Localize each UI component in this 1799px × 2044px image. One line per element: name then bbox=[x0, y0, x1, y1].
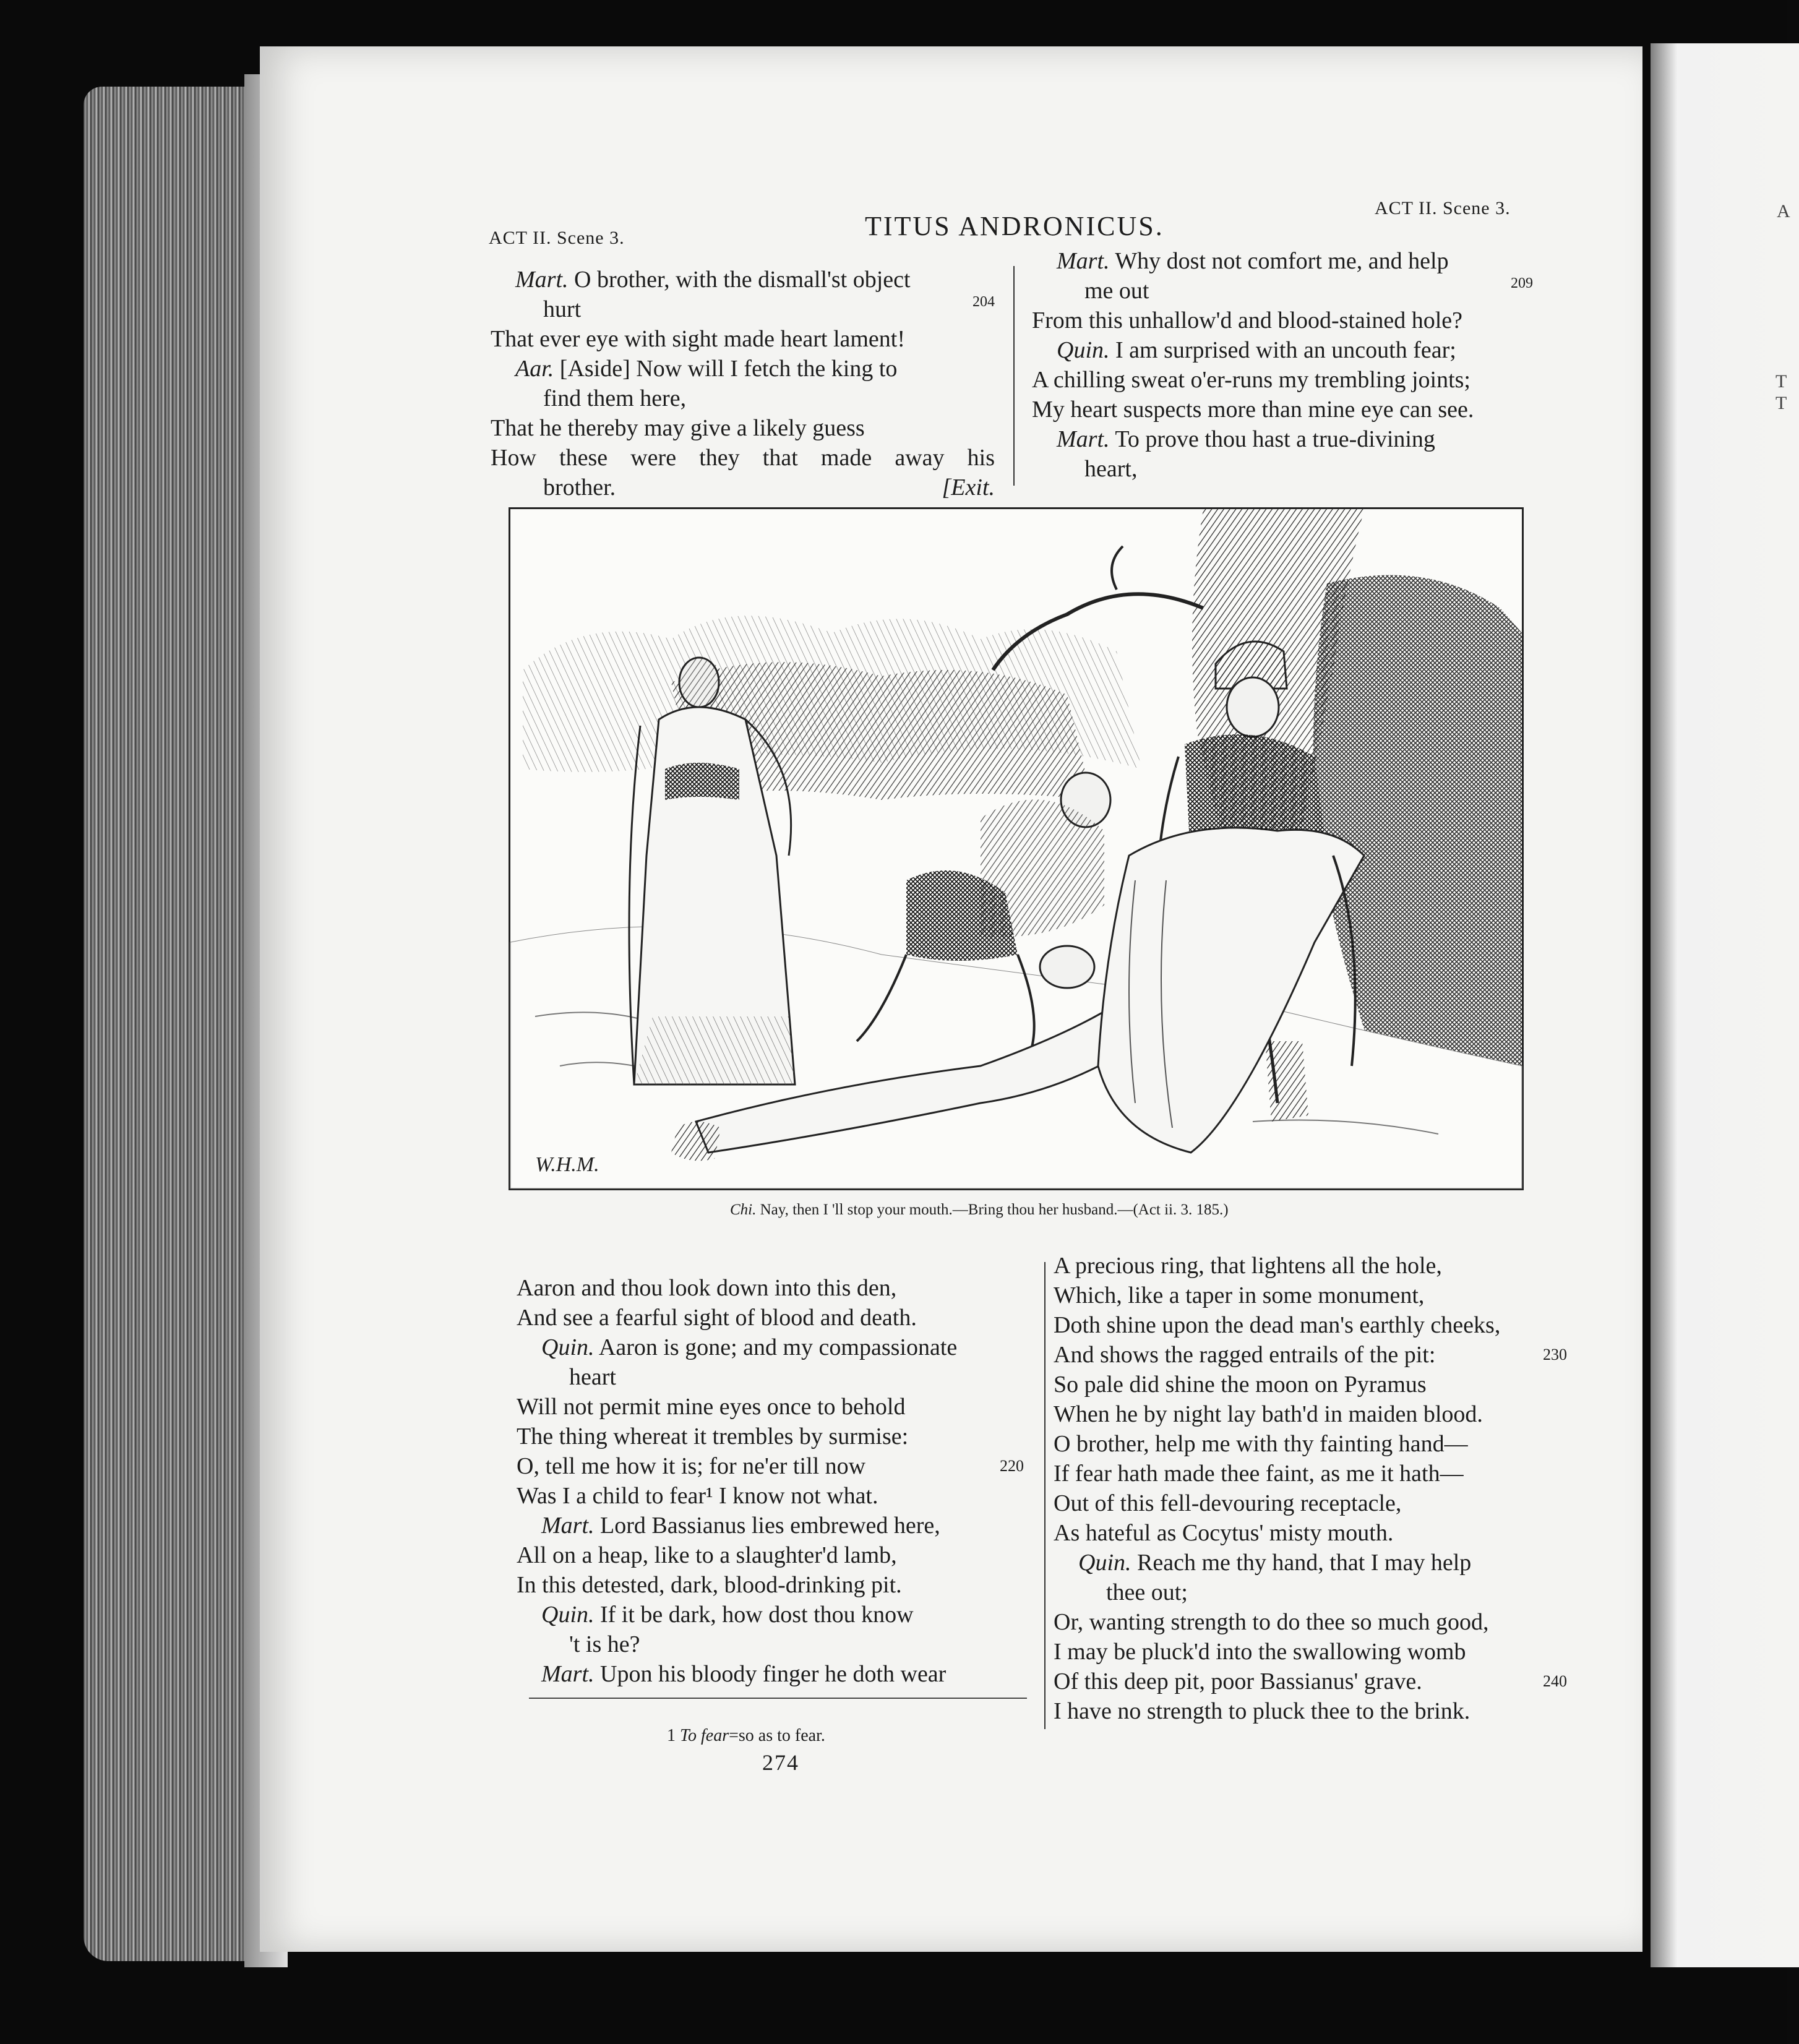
verse-line bbox=[1054, 1340, 1567, 1370]
running-head-title: TITUS ANDRONICUS. bbox=[865, 211, 1164, 241]
verse-line bbox=[517, 1630, 1024, 1659]
adjacent-page-fragment: T bbox=[1775, 371, 1787, 392]
line-number: 204 bbox=[972, 294, 995, 310]
verse-line bbox=[1054, 1429, 1567, 1459]
adjacent-page-fragment: A bbox=[1777, 201, 1790, 221]
verse-text: Doth shine upon the dead man's earthly cheeks, bbox=[1054, 1312, 1501, 1338]
verse-line bbox=[1054, 1399, 1567, 1429]
footnote bbox=[667, 1726, 825, 1746]
verse-text: Which, like a taper in some monument, bbox=[1054, 1282, 1425, 1308]
verse-line bbox=[517, 1273, 1024, 1303]
verse-text: And see a fearful sight of blood and death. bbox=[517, 1305, 917, 1331]
engraved-illustration bbox=[509, 507, 1524, 1190]
column-divider bbox=[1013, 266, 1015, 486]
verse-text: I may be pluck'd into the swallowing womb bbox=[1054, 1639, 1466, 1665]
caption-speaker: Chi. bbox=[730, 1201, 757, 1218]
verse-line bbox=[1032, 246, 1533, 276]
verse-text: Reach me thy hand, that I may help bbox=[1131, 1550, 1472, 1576]
verse-text: O brother, help me with thy fainting hand— bbox=[1054, 1431, 1468, 1457]
verse-text: brother. bbox=[543, 474, 616, 500]
verse-line bbox=[1032, 424, 1533, 454]
verse-line bbox=[517, 1511, 1024, 1540]
text-column-bottom-right bbox=[1054, 1251, 1567, 1726]
verse-text: My heart suspects more than mine eye can see. bbox=[1032, 397, 1474, 423]
speaker-name: Mart. bbox=[1057, 426, 1110, 452]
speaker-name: Mart. bbox=[541, 1513, 595, 1539]
verse-line bbox=[517, 1570, 1024, 1600]
verse-text: How these were they that made away his bbox=[491, 445, 995, 471]
verse-line bbox=[1032, 335, 1533, 365]
stage-direction: [Exit. bbox=[942, 474, 995, 500]
verse-line bbox=[517, 1481, 1024, 1511]
illustrator-signature: W.H.M. bbox=[535, 1153, 599, 1176]
verse-line bbox=[517, 1600, 1024, 1630]
verse-line bbox=[517, 1659, 1024, 1689]
verse-line bbox=[491, 384, 995, 413]
book-page-edges bbox=[84, 87, 254, 1961]
line-number: 240 bbox=[1543, 1672, 1567, 1690]
verse-text: Or, wanting strength to do thee so much good, bbox=[1054, 1609, 1489, 1635]
verse-line bbox=[1054, 1696, 1567, 1726]
line-number: 220 bbox=[1000, 1457, 1024, 1475]
footnote-term: To fear bbox=[680, 1726, 729, 1745]
verse-text: heart, bbox=[1084, 456, 1138, 482]
verse-line bbox=[491, 265, 995, 294]
verse-text: From this unhallow'd and blood-stained hole? bbox=[1032, 307, 1463, 333]
verse-line bbox=[517, 1422, 1024, 1451]
verse-text: Why dost not comfort me, and help bbox=[1109, 248, 1449, 274]
verse-text: To prove thou hast a true-divining bbox=[1109, 426, 1435, 452]
verse-text: Was I a child to fear¹ I know not what. bbox=[517, 1483, 878, 1509]
speaker-name: Mart. bbox=[515, 267, 569, 293]
verse-text: A chilling sweat o'er-runs my trembling joints; bbox=[1032, 367, 1471, 393]
verse-text: If fear hath made thee faint, as me it hath— bbox=[1054, 1461, 1464, 1487]
verse-text: Aaron is gone; and my compassionate bbox=[594, 1334, 958, 1360]
page-number: 274 bbox=[762, 1750, 799, 1775]
line-number: 230 bbox=[1543, 1346, 1567, 1363]
verse-text: find them here, bbox=[543, 385, 687, 411]
verse-line bbox=[1054, 1459, 1567, 1488]
verse-text: Will not permit mine eyes once to behold bbox=[517, 1394, 906, 1420]
speaker-name: Quin. bbox=[541, 1602, 595, 1628]
column-divider bbox=[1044, 1262, 1045, 1729]
illustration-drawing bbox=[510, 509, 1522, 1188]
verse-text: Lord Bassianus lies embrewed here, bbox=[594, 1513, 940, 1539]
verse-line bbox=[517, 1362, 1024, 1392]
speaker-name: Mart. bbox=[1057, 248, 1110, 274]
speaker-name: Mart. bbox=[541, 1661, 595, 1687]
text-column-bottom-left bbox=[517, 1273, 1024, 1689]
verse-text: O, tell me how it is; for ne'er till now bbox=[517, 1453, 866, 1479]
footnote-marker: 1 bbox=[667, 1726, 680, 1745]
verse-line bbox=[1032, 306, 1533, 335]
verse-line bbox=[1054, 1578, 1567, 1607]
verse-line bbox=[491, 413, 995, 443]
verse-line bbox=[1054, 1637, 1567, 1667]
verse-text: That ever eye with sight made heart lament! bbox=[491, 326, 906, 352]
verse-line bbox=[517, 1333, 1024, 1362]
verse-line bbox=[491, 473, 995, 502]
verse-line bbox=[491, 443, 995, 473]
verse-text: heart bbox=[569, 1364, 616, 1390]
verse-line bbox=[1054, 1370, 1567, 1399]
footnote-text: =so as to fear. bbox=[729, 1726, 825, 1745]
verse-text: I am surprised with an uncouth fear; bbox=[1109, 337, 1456, 363]
verse-line bbox=[1054, 1251, 1567, 1281]
verse-line bbox=[1032, 365, 1533, 395]
verse-line bbox=[1032, 276, 1533, 306]
verse-text: Out of this fell-devouring receptacle, bbox=[1054, 1490, 1402, 1516]
verse-text: When he by night lay bath'd in maiden blood. bbox=[1054, 1401, 1483, 1427]
running-head-left: ACT II. Scene 3. bbox=[489, 228, 625, 248]
verse-line bbox=[1054, 1548, 1567, 1578]
verse-text: And shows the ragged entrails of the pit: bbox=[1054, 1342, 1436, 1368]
adjacent-page bbox=[1651, 43, 1799, 1967]
verse-line bbox=[491, 354, 995, 384]
verse-line bbox=[1054, 1488, 1567, 1518]
verse-text: Of this deep pit, poor Bassianus' grave. bbox=[1054, 1668, 1422, 1694]
verse-line bbox=[517, 1451, 1024, 1481]
speaker-name: Quin. bbox=[1078, 1550, 1131, 1576]
verse-line bbox=[1054, 1281, 1567, 1310]
running-head-right: ACT II. Scene 3. bbox=[1375, 198, 1511, 218]
verse-text: If it be dark, how dost thou know bbox=[594, 1602, 914, 1628]
verse-text: So pale did shine the moon on Pyramus bbox=[1054, 1372, 1427, 1398]
verse-line bbox=[1054, 1310, 1567, 1340]
verse-text: thee out; bbox=[1106, 1579, 1188, 1605]
verse-line bbox=[1054, 1667, 1567, 1696]
verse-line bbox=[491, 294, 995, 324]
verse-line bbox=[517, 1303, 1024, 1333]
verse-line bbox=[517, 1392, 1024, 1422]
caption-text: Nay, then I 'll stop your mouth.—Bring thou her husband.—(Act ii. 3. 185.) bbox=[756, 1201, 1229, 1218]
verse-text: Upon his bloody finger he doth wear bbox=[594, 1661, 947, 1687]
verse-text: me out bbox=[1084, 278, 1149, 304]
line-number: 209 bbox=[1511, 275, 1533, 291]
verse-text: O brother, with the dismall'st object bbox=[568, 267, 911, 293]
verse-line bbox=[517, 1540, 1024, 1570]
verse-line bbox=[1054, 1518, 1567, 1548]
illustration-caption bbox=[730, 1201, 1229, 1219]
verse-line bbox=[491, 324, 995, 354]
text-column-top-right bbox=[1032, 246, 1533, 484]
verse-text: [Aside] Now will I fetch the king to bbox=[554, 356, 898, 382]
verse-text: In this detested, dark, blood-drinking pit. bbox=[517, 1572, 902, 1598]
verse-text: That he thereby may give a likely guess bbox=[491, 415, 865, 441]
verse-line bbox=[1032, 454, 1533, 484]
speaker-name: Aar. bbox=[515, 356, 554, 382]
speaker-name: Quin. bbox=[541, 1334, 595, 1360]
speaker-name: Quin. bbox=[1057, 337, 1110, 363]
adjacent-page-fragment: T bbox=[1775, 393, 1787, 413]
verse-text: Aaron and thou look down into this den, bbox=[517, 1275, 897, 1301]
verse-text: I have no strength to pluck thee to the brink. bbox=[1054, 1698, 1471, 1724]
verse-text: 't is he? bbox=[569, 1631, 640, 1657]
verse-line bbox=[1054, 1607, 1567, 1637]
verse-text: All on a heap, like to a slaughter'd lamb, bbox=[517, 1542, 897, 1568]
text-column-top-left bbox=[491, 265, 995, 502]
verse-text: A precious ring, that lightens all the hole, bbox=[1054, 1253, 1442, 1279]
verse-line bbox=[1032, 395, 1533, 424]
footnote-rule bbox=[529, 1698, 1027, 1699]
verse-text: hurt bbox=[543, 296, 582, 322]
verse-text: The thing whereat it trembles by surmise: bbox=[517, 1424, 909, 1449]
verse-text: As hateful as Cocytus' misty mouth. bbox=[1054, 1520, 1394, 1546]
